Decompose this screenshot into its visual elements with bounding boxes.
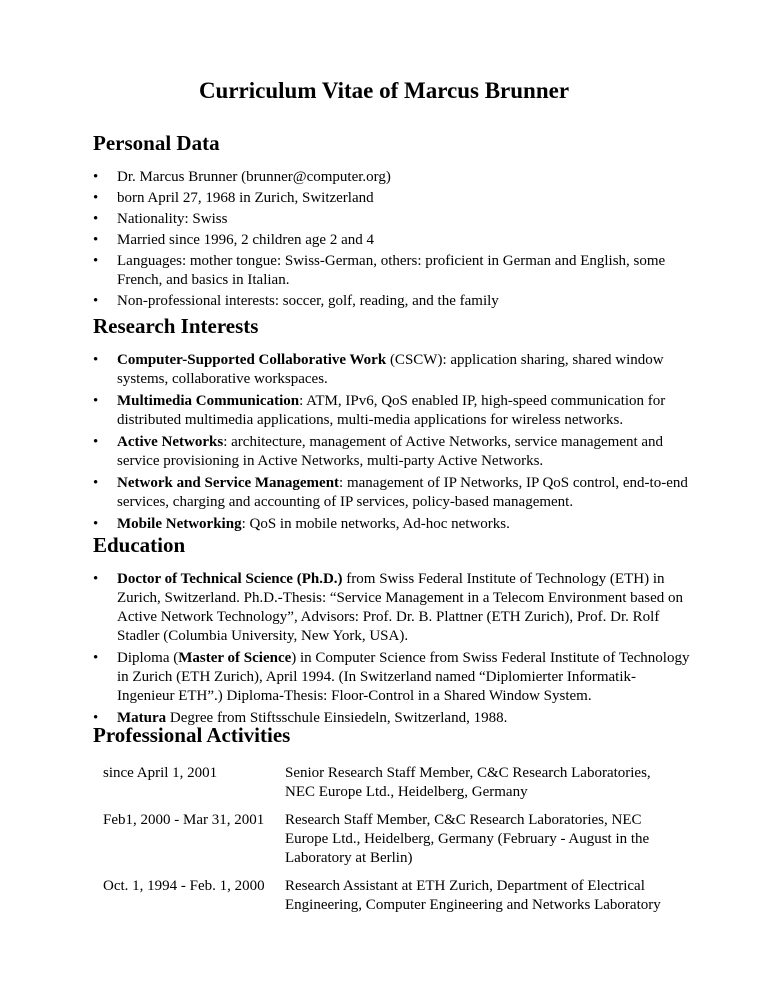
list-item: • born April 27, 1968 in Zurich, Switzerland: [93, 190, 374, 206]
list-item: • Languages: mother tongue: Swiss-German, others: proficient in German and English, some French, and basics in Italian.: [93, 253, 666, 288]
research-list: [93, 351, 693, 534]
personal-list: [93, 168, 693, 311]
activity-date: Oct. 1, 1994 - Feb. 1, 2000: [103, 878, 265, 894]
bullet-icon: •: [93, 434, 99, 450]
section-heading-education: Education: [93, 533, 186, 557]
bullet-icon: •: [93, 710, 99, 726]
section-education: [93, 532, 693, 731]
activity-row: [93, 764, 693, 802]
bullet-icon: •: [93, 352, 99, 368]
list-item: • Nationality: Swiss: [93, 211, 228, 227]
activity-date: Feb1, 2000 - Mar 31, 2001: [103, 812, 265, 828]
section-professional-activities: [93, 722, 693, 924]
list-item: • Computer-Supported Collaborative Work (CSCW): application sharing, shared window systems, collaborative workspaces.: [93, 352, 664, 387]
section-heading-research: Research Interests: [93, 314, 259, 338]
list-item: • Dr. Marcus Brunner (brunner@computer.org): [93, 169, 391, 185]
bullet-icon: •: [93, 393, 99, 409]
bullet-icon: •: [93, 475, 99, 491]
bullet-icon: •: [93, 293, 99, 309]
list-item: • Non-professional interests: soccer, golf, reading, and the family: [93, 293, 499, 309]
bullet-icon: •: [93, 571, 99, 587]
list-item: • Diploma (Master of Science) in Computer Science from Swiss Federal Institute of Technology in Zurich (ETH Zurich), April 1994. (In Switzerland named “Diplomierter Informatik-Ingenieur ETH”.) Diploma-Thesis: Floor-Control in a Shared Window System.: [93, 650, 690, 704]
bullet-icon: •: [93, 211, 99, 227]
section-heading-personal: Personal Data: [93, 131, 220, 155]
bullet-icon: •: [93, 169, 99, 185]
list-item: • Multimedia Communication: ATM, IPv6, QoS enabled IP, high-speed communication for distributed multimedia applications, multi-media applications for wireless networks.: [93, 393, 666, 428]
list-item: • Mobile Networking: QoS in mobile networks, Ad-hoc networks.: [93, 516, 510, 532]
list-item: • Network and Service Management: management of IP Networks, IP QoS control, end-to-end services, charging and accounting of IP services, policy-based management.: [93, 475, 688, 510]
activity-date: since April 1, 2001: [103, 765, 218, 781]
bullet-icon: •: [93, 190, 99, 206]
document-title: Curriculum Vitae of Marcus Brunner: [198, 78, 570, 103]
activity-description: Research Staff Member, C&C Research Laboratories, NEC Europe Ltd., Heidelberg, Germany (February - August in the Laboratory at Berlin): [285, 812, 650, 866]
activity-description: Research Assistant at ETH Zurich, Department of Electrical Engineering, Computer Engineering and Networks Laboratory: [285, 878, 661, 913]
bullet-icon: •: [93, 232, 99, 248]
bullet-icon: •: [93, 650, 99, 666]
activity-row: [93, 811, 693, 868]
list-item: • Active Networks: architecture, management of Active Networks, service management and service provisioning in Active Networks, multi-party Active Networks.: [93, 434, 664, 469]
bullet-icon: •: [93, 516, 99, 532]
list-item: • Doctor of Technical Science (Ph.D.) from Swiss Federal Institute of Technology (ETH) in Zurich, Switzerland. Ph.D.-Thesis: “Service Management in a Telecom Environment based on Active Network Technology”, Advisors: Prof. Dr. B. Plattner (ETH Zurich), Prof. Dr. Rolf Stadler (Columbia University, New York, USA).: [93, 571, 684, 644]
bullet-icon: •: [93, 253, 99, 269]
list-item: • Matura Degree from Stiftsschule Einsiedeln, Switzerland, 1988.: [93, 710, 508, 726]
activity-description: Senior Research Staff Member, C&C Research Laboratories, NEC Europe Ltd., Heidelberg, Germany: [285, 765, 651, 800]
list-item: • Married since 1996, 2 children age 2 and 4: [93, 232, 374, 248]
section-personal-data: [93, 130, 693, 313]
section-heading-professional: Professional Activities: [93, 723, 291, 747]
activity-row: [93, 877, 693, 915]
education-list: [93, 570, 693, 728]
section-research-interests: [93, 313, 693, 537]
